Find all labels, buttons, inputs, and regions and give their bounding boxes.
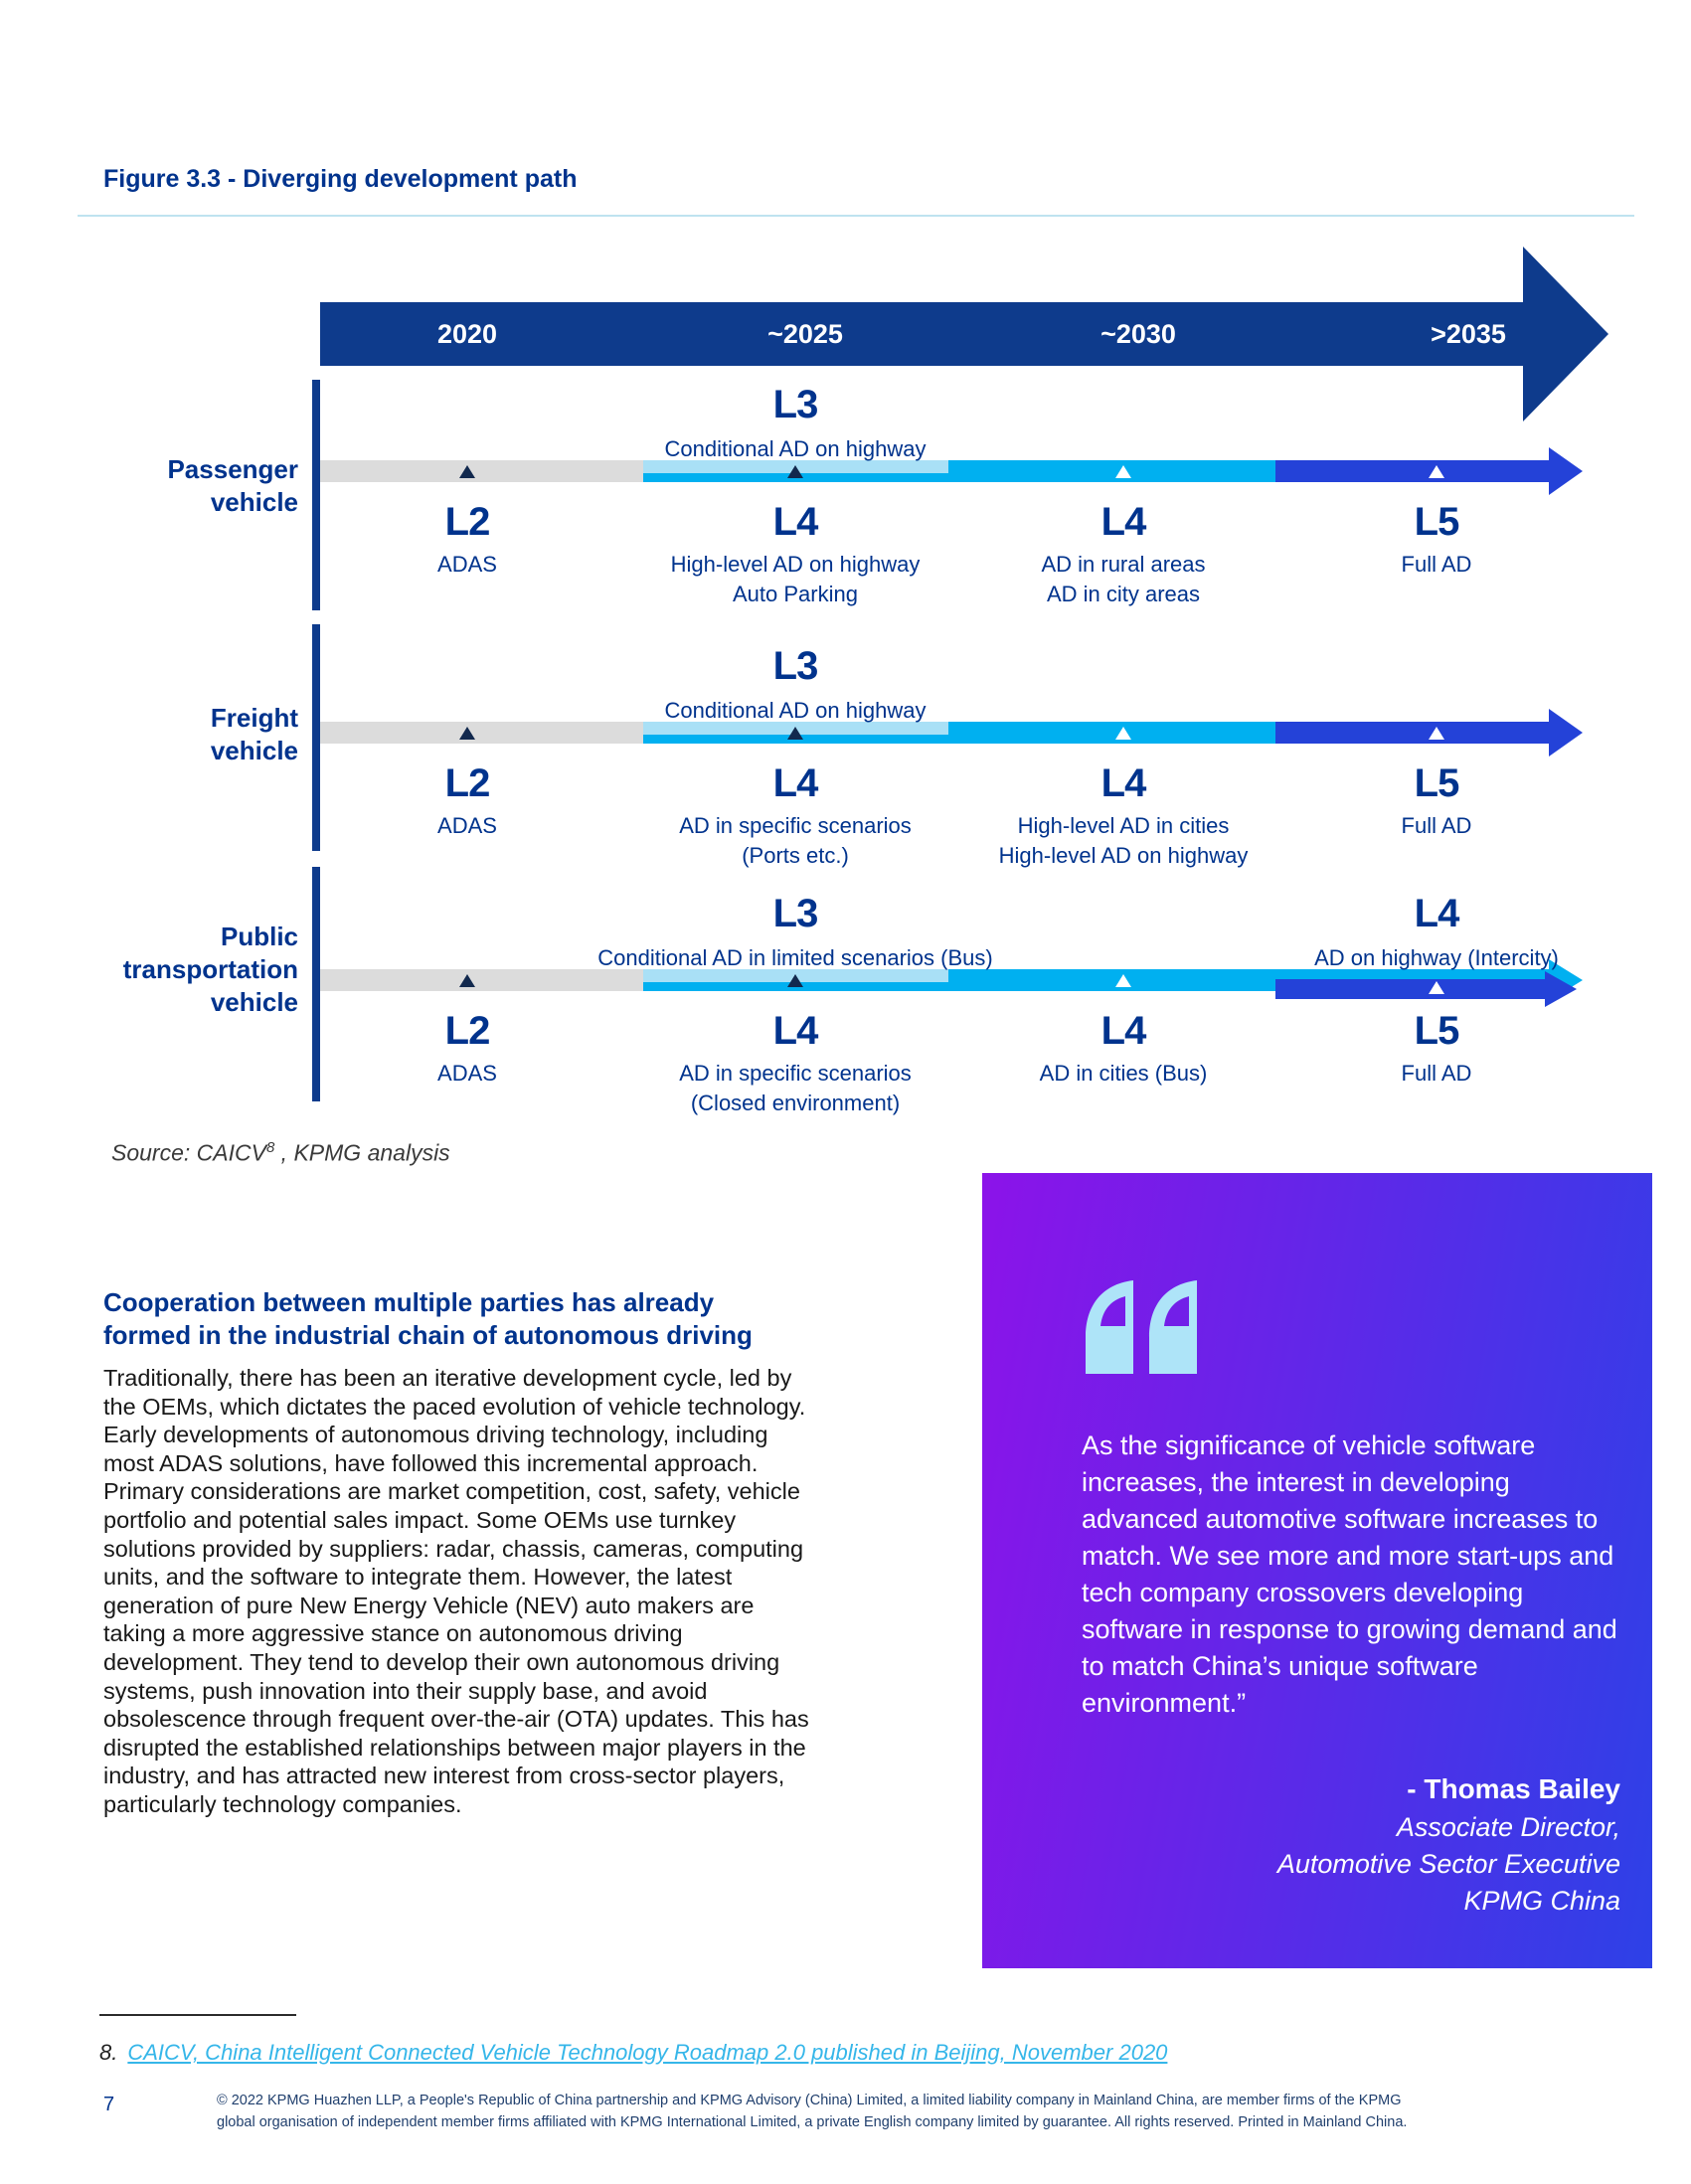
figure-source <box>111 1139 450 1167</box>
source-text: , KPMG analysis <box>274 1139 450 1166</box>
copyright-line: global organisation of independent member firms affiliated with KPMG International Limited, a private English company limited by guarantee. All rights reserved. Printed in Mainland China. <box>217 2113 1408 2130</box>
level-label: L4 <box>772 761 818 805</box>
milestone-below-l4 <box>999 761 1249 871</box>
row-label-line: Public <box>220 922 298 951</box>
milestone-marker-icon <box>1115 465 1131 478</box>
footnote-ref: 8 <box>265 1139 275 1156</box>
row-accent-bar <box>312 624 320 851</box>
bar-segment-l5 <box>1275 979 1545 999</box>
footnote-divider <box>99 2014 296 2016</box>
level-desc: AD in rural areas <box>1041 552 1206 577</box>
milestone-below-l2 <box>437 1009 497 1089</box>
level-label: L3 <box>772 644 818 688</box>
timeline-year-2035: >2035 <box>1431 319 1506 349</box>
row-label-line: Freight <box>210 703 298 733</box>
timeline-year-2020: 2020 <box>436 319 498 349</box>
milestone-below-l2 <box>437 500 497 580</box>
level-desc: AD on highway (Intercity) <box>1314 945 1559 970</box>
timeline-arrowhead-icon <box>1523 247 1608 421</box>
milestone-marker-icon <box>459 727 475 740</box>
level-label: L4 <box>772 500 818 544</box>
level-desc: Full AD <box>1401 813 1472 838</box>
row-label-passenger-vehicle <box>0 453 298 519</box>
level-label: L3 <box>772 383 818 426</box>
milestone-marker-icon <box>1429 465 1444 478</box>
row-label-line: vehicle <box>210 987 298 1017</box>
quote-author-role: Associate Director, <box>1396 1812 1620 1842</box>
milestone-marker-icon <box>787 465 803 478</box>
milestone-marker-icon <box>787 974 803 987</box>
level-desc: High-level AD on highway <box>998 843 1249 868</box>
level-label: L3 <box>772 892 818 935</box>
bar-segment-l5 <box>1275 460 1551 482</box>
level-desc: ADAS <box>437 552 497 577</box>
milestone-below-l4 <box>671 500 921 609</box>
milestone-below-l4 <box>679 1009 912 1118</box>
level-label: L5 <box>1414 1009 1459 1053</box>
milestone-below-l4 <box>1041 500 1205 609</box>
level-label: L4 <box>772 1009 818 1053</box>
level-label: L4 <box>1100 761 1146 805</box>
article-heading: Cooperation between multiple parties has already formed in the industrial chain of autonomous driving <box>103 1287 753 1350</box>
level-desc: Auto Parking <box>733 582 858 606</box>
footnote-number: 8. <box>99 2040 118 2065</box>
level-desc: AD in cities (Bus) <box>1039 1061 1208 1086</box>
level-desc: Conditional AD on highway <box>664 436 927 461</box>
row-label-line: transportation <box>122 954 298 984</box>
level-desc: AD in specific scenarios <box>679 1061 912 1086</box>
row-label-freight-vehicle <box>0 702 298 767</box>
quote-text: As the significance of vehicle software increases, the interest in developing advanced automotive software increases to match. We see more and more start-ups and tech company crossovers developing software in response to growing demand and to match China’s unique software environment.” <box>1082 1430 1617 1718</box>
level-label: L2 <box>444 761 490 805</box>
level-desc: ADAS <box>437 813 497 838</box>
level-desc: (Closed environment) <box>690 1091 901 1115</box>
level-desc: (Ports etc.) <box>742 843 849 868</box>
level-desc: ADAS <box>437 1061 497 1086</box>
bar-segment-l2 <box>320 722 643 744</box>
milestone-above-l4 <box>1314 892 1559 973</box>
level-desc: Full AD <box>1401 1061 1472 1086</box>
level-desc: AD in specific scenarios <box>679 813 912 838</box>
bar-arrowhead-icon <box>1549 709 1583 756</box>
bar-segment-l2 <box>320 460 643 482</box>
level-label: L4 <box>1100 1009 1146 1053</box>
level-desc: Conditional AD on highway <box>664 698 927 723</box>
figure-title: Figure 3.3 - Diverging development path <box>103 165 578 193</box>
milestone-below-l5 <box>1402 1009 1472 1089</box>
row-label-line: Passenger <box>167 454 298 484</box>
article-body: Traditionally, there has been an iterative development cycle, led by the OEMs, which dictates the paced evolution of vehicle technology. Early developments of autonomous driving technology, including most ADAS solutions, have followed this incremental approach. Primary considerations are market competition, cost, safety, vehicle portfolio and potential sales impact. Some OEMs use turnkey solutions provided by suppliers: radar, chassis, cameras, computing units, and the software to integrate them. However, the latest generation of pure New Energy Vehicle (NEV) auto makers are taking a more aggressive stance on autonomous driving development. They tend to develop their own autonomous driving systems, push innovation into their supply base, and avoid obsolescence through frequent over-the-air (OTA) updates. This has disrupted the established relationships between major players in the industry, and has attracted new interest from cross-sector players, particularly technology companies. <box>103 1365 809 1817</box>
level-label: L5 <box>1414 761 1459 805</box>
timeline-year-2030: ~2030 <box>1100 319 1176 349</box>
quote-attribution <box>1103 1769 1620 1920</box>
milestone-below-l2 <box>437 761 497 841</box>
row-accent-bar <box>312 380 320 610</box>
quote-marks-icon <box>1086 1280 1197 1379</box>
level-desc: High-level AD in cities <box>1017 813 1230 838</box>
row-label-line: vehicle <box>210 736 298 765</box>
level-desc: High-level AD on highway <box>670 552 921 577</box>
milestone-marker-icon <box>459 465 475 478</box>
level-label: L5 <box>1414 500 1459 544</box>
bar-arrowhead-icon <box>1549 447 1583 495</box>
milestone-below-l4 <box>679 761 912 871</box>
quote-author: - Thomas Bailey <box>1407 1773 1620 1804</box>
timeline-banner <box>320 302 1523 366</box>
milestone-below-l5 <box>1402 761 1472 841</box>
milestone-marker-icon <box>1115 727 1131 740</box>
footnote-link[interactable]: CAICV, China Intelligent Connected Vehicle Technology Roadmap 2.0 published in Beijing, November 2020 <box>127 2040 1168 2065</box>
timeline-year-2025: ~2025 <box>767 319 843 349</box>
milestone-below-l4 <box>1040 1009 1208 1089</box>
level-desc: AD in city areas <box>1046 582 1201 606</box>
milestone-above-l3 <box>665 644 927 726</box>
title-divider <box>78 215 1634 217</box>
row-label-line: vehicle <box>210 487 298 517</box>
milestone-marker-icon <box>787 727 803 740</box>
milestone-marker-icon <box>1429 727 1444 740</box>
milestone-above-l3 <box>665 383 927 464</box>
copyright-line: © 2022 KPMG Huazhen LLP, a People's Republic of China partnership and KPMG Advisory (China) Limited, a limited liability company in Mainland China, are member firms of the KPMG <box>217 2093 1402 2108</box>
level-label: L4 <box>1414 892 1459 935</box>
source-text: Source: CAICV <box>111 1139 266 1166</box>
milestone-above-l3 <box>597 892 992 973</box>
milestone-marker-icon <box>1115 974 1131 987</box>
bar-segment-l5 <box>1275 722 1551 744</box>
bar-segment-l2 <box>320 969 643 991</box>
level-label: L4 <box>1100 500 1146 544</box>
milestone-marker-icon <box>459 974 475 987</box>
level-label: L2 <box>444 500 490 544</box>
bar-arrowhead-icon <box>1545 971 1577 1007</box>
level-desc: Full AD <box>1401 552 1472 577</box>
row-accent-bar <box>312 867 320 1101</box>
milestone-below-l5 <box>1402 500 1472 580</box>
milestone-marker-icon <box>1429 981 1444 994</box>
row-label-public-transportation-vehicle <box>0 921 298 1019</box>
quote-author-org: KPMG China <box>1463 1886 1620 1916</box>
level-label: L2 <box>444 1009 490 1053</box>
level-desc: Conditional AD in limited scenarios (Bus) <box>597 945 993 970</box>
copyright-notice <box>217 2091 1407 2133</box>
quote-author-role: Automotive Sector Executive <box>1276 1849 1620 1879</box>
footnote <box>99 2040 1167 2066</box>
page-number: 7 <box>103 2094 115 2115</box>
